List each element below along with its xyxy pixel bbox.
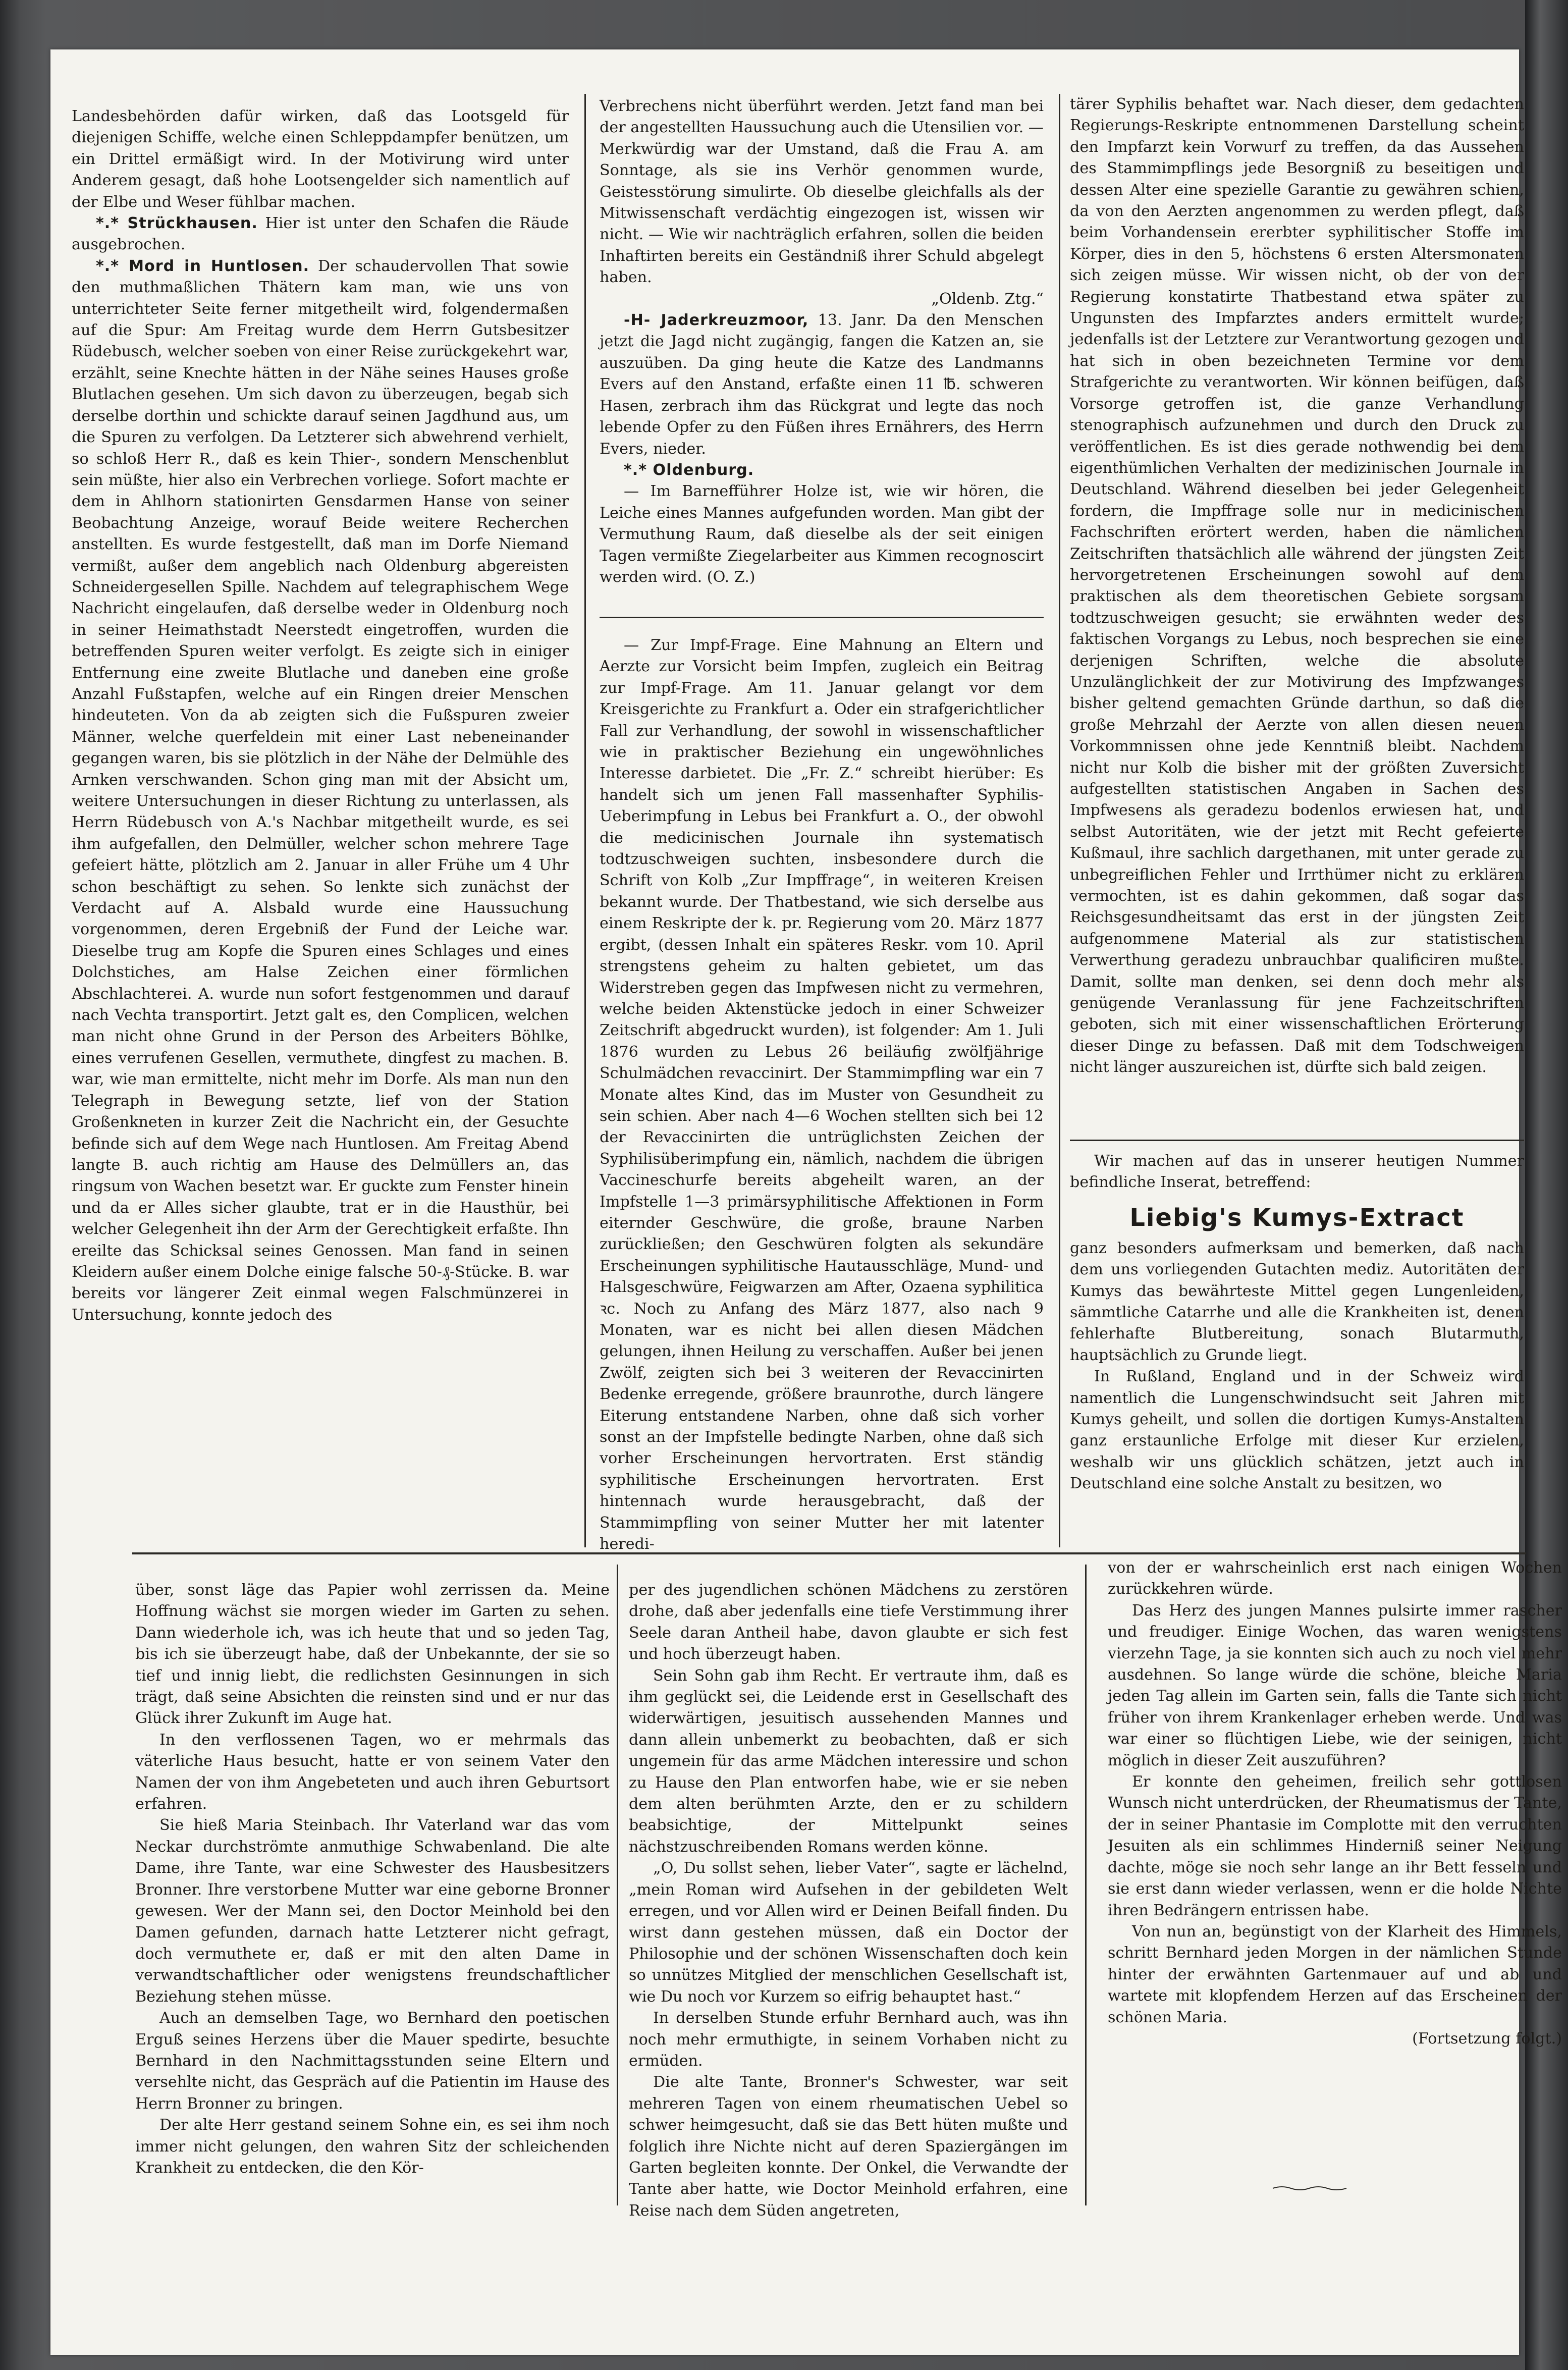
section-rule-col2 <box>600 617 1044 618</box>
article-text: Das Herz des jungen Mannes pulsirte immer rascher und freudiger. Einige Wochen, das waren wenigstens vierzehn Tage, ja sie konnten sich auch zu noch viel mehr ausdehnen. So lange würde die schöne, bleiche Maria jeden Tag allein im Garten sein, falls die Tante sich nicht früher von ihrem Krankenlager erheben werde. Und was war einer so flüchtigen Liebe, wie der seinigen, nicht möglich in dieser Zeit auszuführen? <box>1108 1601 1562 1769</box>
feuilleton-column-1 <box>135 1580 610 2205</box>
paragraph <box>72 256 569 1326</box>
ad-body-2: In Rußland, England und in der Schweiz wird namentlich die Lungenschwindsucht seit Jahren mit Kumys geheilt, und sollen die dortigen Kumys-Anstalten ganz erstaunliche Erfolge mit dieser Kur erzielen, weshalb wir uns glücklich schätzen, jetzt auch in Deutschland eine solche Anstalt zu besitzen, wo <box>1070 1368 1524 1493</box>
paragraph <box>629 2072 1068 2222</box>
paragraph <box>600 460 1044 481</box>
article-text: Die alte Tante, Bronner's Schwester, war seit mehreren Tagen von einem rheumatischen Uebel so schwer heimgesucht, daß sie das Bett hüten mußte und folglich ihre Nichte nicht auf deren Spaziergängen im Garten begleiten konnte. Der Onkel, die Verwandte der Tante aber hatte, wie Doctor Meinhold erfahren, eine Reise nach dem Süden angetreten, <box>629 2073 1068 2220</box>
feuilleton-column-2 <box>629 1580 1068 2220</box>
article-text: Hier ist unter den Schafen die Räude ausgebrochen. <box>72 214 569 254</box>
ad-heading: Liebig's Kumys-Extract <box>1129 1203 1465 1232</box>
column-vaccination-continued <box>1070 94 1524 1123</box>
article-text: „O, Du sollst sehen, lieber Vater“, sagte er lächelnd, „mein Roman wird Aufsehen in der gebildeten Welt erregen, und vor Allen wird er Deinen Beifall finden. Du wirst dann gestehen müssen, daß ein Doctor der Philosophie und der schönen Wissenschaften doch kein so unnützes Mitglied der menschlichen Gesellschaft ist, wie Du noch vor Kurzem so eifrig behauptet hast.“ <box>629 1859 1068 2006</box>
paragraph <box>135 2115 610 2179</box>
feuilleton-column-3 <box>1108 1557 1562 2183</box>
paragraph <box>1108 1557 1562 1600</box>
paragraph <box>629 2008 1068 2072</box>
paragraph <box>72 106 569 213</box>
column-rule-2 <box>1059 94 1060 1547</box>
article-text: Er konnte den geheimen, freilich sehr gottlosen Wunsch nicht unterdrücken, der Rheumatismus der Tante, der in seiner Phantasie im Complotte mit den verruchten Jesuiten als ein schlimmes Hinderniß seiner Neigung dachte, möge sie noch sehr lange an ihr Bett fesseln und sie erst dann wieder verlassen, wenn er die holde Nichte ihren Bedrängern entrissen habe. <box>1108 1773 1562 1919</box>
article-text: Von nun an, begünstigt von der Klarheit des Himmels, schritt Bernhard jeden Morgen in der nämlichen Stunde hinter der erwähnten Gartenmauer auf und ab und wartete mit klopfendem Herzen auf das Erscheinen der schönen Maria. <box>1108 1922 1562 2026</box>
column-local-news <box>72 106 569 1544</box>
article-heading: *.* Oldenburg. <box>624 461 754 479</box>
article-text: tärer Syphilis behaftet war. Nach dieser, dem gedachten Regierungs-Reskripte entnommenen Darstellung scheint den Impfarzt kein Vorwurf zu treffen, da das Aussehen des Stammimpflings jede Besorgniß zu beseitigen und dessen Alter eine spezielle Garantie zu gewähren schien, da von den Aerzten angenommen zu werden pflegt, daß beim Vorhandensein ererbter syphilitischer Stoffe im Körper, dies in den 5, höchstens 6 ersten Altersmonaten sich zeigen müsse. Wir wissen nicht, ob der von der Regierung konstatirte Thatbestand etwa später zu Ungunsten des Impfarztes anders ermittelt wurde; jedenfalls ist der Letztere zur Verantwortung gezogen und hat sich in oben bezeichneten Termine vor dem Strafgerichte zu verantworten. Wir können beifügen, daß Vorsorge getroffen ist, die ganze Verhandlung stenographisch aufzunehmen und durch den Druck zu veröffentlichen. Es ist dies gerade nothwendig bei dem eigenthümlichen Verhalten der medizinischen Journale in Deutschland. Während dieselben bei jeder Gelegenheit fordern, die Impffrage solle nur in medicinischen Fachschriften erörtert werden, haben die nämlichen Zeitschriften thatsächlich alle während der jüngsten Zeit hervorgetretenen Erscheinungen sowohl auf dem praktischen als dem theoretischen Gebiete sorgsam todtzuschweigen gesucht; sie erwähnten weder des faktischen Vorgangs zu Lebus, noch besprechen sie eine derjenigen Schriften, welche die absolute Unzulänglichkeit der zur Motivirung des Impfzwanges bisher geltend gemachten Gründe darthun, so daß die große Mehrzahl der Aerzte von allen diesen neuen Vorkommnissen ohne jede Kenntniß bleibt. Nachdem nicht nur Kolb die bisher mit der größten Zuversicht aufgestellten statistischen Angaben in Sachen des Impfwesens als geradezu bodenlos erwiesen hat, und selbst Autoritäten, wie der jetzt mit Recht gefeierte Kußmaul, ihre sachlich dargethanen, mit unter gerade zu unbegreiflichen Fehler und Irrthümer nicht zu erklären vermochten, ist es dahin gekommen, daß sogar das Reichsgesundheitsamt das erst in der jüngsten Zeit aufgenommene Material als zur statistischen Verwerthung geradezu unbrauchbar qualificiren mußte. Damit, sollte man denken, sei denn doch mehr als genügende Veranlassung für jene Fachzeitschriften geboten, sich mit einer wissenschaftlichen Erörterung dieser Dinge zu befassen. Daß mit dem Todschweigen nicht länger auszureichen ist, dürfte sich bald zeigen. <box>1070 95 1524 1076</box>
advertisement-notice <box>1070 1151 1524 1544</box>
article-heading: -H- Jaderkreuzmoor, <box>624 311 809 330</box>
paragraph <box>1108 1921 1562 2028</box>
ad-intro: Wir machen auf das in unserer heutigen Nummer befindliche Inserat, betreffend: <box>1070 1152 1524 1192</box>
ad-body-1: ganz besonders aufmerksam und bemerken, daß nach dem uns vorliegenden Gutachten mediz. Autoritäten der Kumys das bewährteste Mittel gegen Lungenleiden, sämmtliche Catarrhe und alle die Krankheiten ist, denen fehlerhafte Blutbereitung, sonach Blutarmuth, hauptsächlich zu Grunde liegt. <box>1070 1239 1524 1364</box>
article-heading: *.* Mord in Huntlosen. <box>96 257 310 275</box>
article-text: Der alte Herr gestand seinem Sohne ein, es sei ihm noch immer nicht gelungen, den wahren Sitz der schleichenden Krankheit zu entdecken, die den Kör- <box>135 2116 610 2177</box>
article-text: In derselben Stunde erfuhr Bernhard auch, was ihn noch mehr ermuthigte, in seinem Vorhaben nicht zu ermüden. <box>629 2009 1068 2070</box>
column-rule-1 <box>584 94 586 1547</box>
article-text: über, sonst läge das Papier wohl zerrissen da. Meine Hoffnung wächst sie morgen wieder im Garten zu sehen. Dann wiederhole ich, was ich heute that und so jeden Tag, bis ich sie überzeugt habe, daß der Unbekannte, der sie so tief und innig liebt, die redlichsten Gesinnungen in sich trägt, daß seine Absichten die reinsten sind und er nur das Glück ihrer Zukunft im Auge hat. <box>135 1581 610 1728</box>
article-text: 13. Janr. Da den Menschen jetzt die Jagd nicht zugängig, fangen die Katzen an, sie auszuüben. Da ging heute die Katze des Landmanns Evers auf den Anstand, erfaßte einen 11 ℔. schweren Hasen, zerbrach ihm das Rückgrat und legte das noch lebende Opfer zu den Füßen ihres Ernährers, des Herrn Evers, nieder. <box>600 311 1044 458</box>
paragraph <box>600 481 1044 588</box>
paragraph <box>135 1580 610 1730</box>
feuilleton-rule-1 <box>617 1565 618 2205</box>
paragraph <box>135 1815 610 2008</box>
article-text: — Im Barnefführer Holze ist, wie wir hören, die Leiche eines Mannes aufgefunden worden. Man gibt der Vermuthung Raum, daß dieselbe als der seit einigen Tagen vermißte Ziegelarbeiter aus Kimmen recognoscirt werden wird. (O. Z.) <box>600 482 1044 586</box>
paragraph <box>1108 2028 1562 2050</box>
article-text: Der schaudervollen That sowie den muthmaßlichen Thätern kam man, wie uns von unterrichteter Seite ferner mitgetheilt wird, folgendermaßen auf die Spur: Am Freitag wurde dem Herrn Gutsbesitzer Rüdebusch, welcher soeben von einer Reise zurückgekehrt war, erzählt, seine Knechte hätten in der Nähe seines Hauses große Blutlachen gesehen. Um sich davon zu überzeugen, begab sich derselbe dorthin und schickte darauf seinen Jagdhund aus, um die Spuren zu verfolgen. Da Letzterer sich abwehrend verhielt, so schloß Herr R., daß es kein Thier-, sondern Menschenblut sein müßte, hier also ein Verbrechen vorliege. Sofort machte er dem in Ahlhorn stationirten Gensdarmen Hanse von seiner Beobachtung Anzeige, worauf Beide weitere Recherchen anstellten. Es wurde festgestellt, daß man im Dorfe Niemand vermißt, außer dem angeblich nach Oldenburg abgereisten Schneidergesellen Spille. Nachdem auf telegraphischem Wege Nachricht eingelaufen, daß derselbe weder in Oldenburg noch in seiner Heimathstadt Neerstedt eingetroffen, wurden die betreffenden Spuren weiter verfolgt. Es zeigte sich in einiger Entfernung eine zweite Blutlache und daneben eine große Anzahl Fußstapfen, welche auf ein Ringen dreier Menschen hindeuteten. Von da ab zeigten sich die Fußspuren zweier Männer, welche querfeldein mit einer Last nebeneinander gegangen waren, bis sie plötzlich in der Nähe der Delmühle des Arnken verschwanden. Schon ging man mit der Absicht um, weitere Untersuchungen in dieser Richtung zu unterlassen, als Herrn Rüdebusch von A.'s Nachbar mitgetheilt wurde, es sei ihm aufgefallen, den Delmüller, welcher schon mehrere Tage gefeiert hätte, plötzlich am 2. Januar in aller Frühe um 4 Uhr schon beschäftigt zu sehen. So lenkte sich zunächst der Verdacht auf A. Alsbald wurde eine Haussuchung vorgenommen, deren Ergebniß der Fund der Leiche war. Dieselbe trug am Kopfe die Spuren eines Schlages und eines Dolchstiches, am Halse Zeichen einer förmlichen Abschlachterei. A. wurde nun sofort festgenommen und darauf nach Vechta transportirt. Jetzt galt es, den Complicen, welchen man nicht ohne Grund in der Person des Arbeiters Böhlke, eines verrufenen Gesellen, vermuthete, dingfest zu machen. B. war, wie man ermittelte, nicht mehr im Dorfe. Als man nun den Telegraph in Bewegung setzte, lief von der Station Großenkneten in kurzer Zeit die Nachricht ein, der Gesuchte befinde sich auf dem Wege nach Huntlosen. Am Freitag Abend langte B. auch richtig am Hause des Delmüllers an, das ringsum von Wachen besetzt war. Er guckte zum Fenster hinein und da er Alles sicher glaubte, trat er in die Hausthür, bei welcher Gelegenheit ihn der Arm der Gerechtigkeit erfaßte. Ihn ereilte das Schicksal seines Genossen. Man fand in seinen Kleidern außer einem Dolche einige falsche 50-₰-Stücke. B. war bereits vor längerer Zeit einmal wegen Falschmünzerei in Untersuchung, konnte jedoch des <box>72 257 569 1324</box>
article-text: Landesbehörden dafür wirken, daß das Lootsgeld für diejenigen Schiffe, welche einen Schleppdampfer benützen, um ein Drittel ermäßigt wird. In der Motivirung wird unter Anderem gesagt, daß hohe Lootsengelder sich namentlich auf der Elbe und Weser fühlbar machen. <box>72 107 569 211</box>
article-heading: *.* Strückhausen. <box>96 214 258 233</box>
article-text: Verbrechens nicht überführt werden. Jetzt fand man bei der angestellten Haussuchung auch die Utensilien vor. — Merkwürdig war der Umstand, daß die Frau A. am Sonntage, als sie ins Verhör genommen wurde, Geistesstörung simulirte. Ob dieselbe gleichfalls als der Mitwissenschaft verdächtig eingezogen ist, wissen wir nicht. — Wie wir nachträglich erfahren, sollen die beiden Inhaftirten bereits ein Geständniß ihrer Schuld abgelegt haben. <box>600 97 1044 287</box>
article-text: von der er wahrscheinlich erst nach einigen Wochen zurückkehren würde. <box>1108 1559 1562 1598</box>
paragraph <box>1108 1600 1562 1771</box>
paragraph <box>600 96 1044 289</box>
article-text: Auch an demselben Tage, wo Bernhard den poetischen Erguß seines Herzens über die Mauer spedirte, besuchte Bernhard in den Nachmittagsstunden seine Eltern und versehlte nicht, das Gespräch auf die Patientin im Hause des Herrn Bronner zu bringen. <box>135 2009 610 2113</box>
feuilleton-rule-2 <box>1085 1565 1087 2205</box>
paragraph <box>72 213 569 256</box>
article-text: per des jugendlichen schönen Mädchens zu zerstören drohe, daß aber jedenfalls eine tiefe Verstimmung ihrer Seele daran Antheil habe, davon glaubte er sich fest und hoch überzeugt haben. <box>629 1581 1068 1663</box>
end-ornament <box>1272 2185 1347 2191</box>
article-text: Sie hieß Maria Steinbach. Ihr Vaterland war das vom Neckar durchströmte anmuthige Schwabenland. Die alte Dame, ihre Tante, war eine Schwester des Hausbesitzers Bronner. Ihre verstorbene Mutter war eine geborne Bronner gewesen. Wer der Mann sei, den Doctor Meinhold bei den Damen gefunden, darnach hatte Letzterer nicht gefragt, doch vermuthete er, daß er mit den alten Dame in verwandtschaftlicher oder wenigstens freundschaftlicher Beziehung stehen müsse. <box>135 1816 610 2006</box>
article-text: — Zur Impf-Frage. Eine Mahnung an Eltern und Aerzte zur Vorsicht beim Impfen, zugleich ein Beitrag zur Impf-Frage. Am 11. Januar gelangt vor dem Kreisgerichte zu Frankfurt a. Oder ein strafgerichtlicher Fall zur Verhandlung, der sowohl in wissenschaftlicher wie in praktischer Beziehung ein ungewöhnliches Interesse darbietet. Die „Fr. Z.“ schreibt hierüber: Es handelt sich um jenen Fall massenhafter Syphilis-Ueberimpfung in Lebus bei Frankfurt a. O., der obwohl die medicinischen Journale ihn systematisch todtzuschweigen suchten, insbesondere durch die Schrift von Kolb „Zur Impffrage“, in weiteren Kreisen bekannt wurde. Der Thatbestand, wie sich derselbe aus einem Reskripte der k. pr. Regierung vom 20. März 1877 ergibt, (dessen Inhalt ein späteres Reskr. vom 10. April strengstens geheim zu halten gebietet, um das Widerstreben gegen das Impfwesen nicht zu vermehren, welche beiden Aktenstücke jedoch in einer Schweizer Zeitschrift abgedruckt wurden), ist folgender: Am 1. Juli 1876 wurden zu Lebus 26 beiläufig zwölfjährige Schulmädchen revaccinirt. Der Stammimpfling war ein 7 Monate altes Kind, das im Muster von Gesundheit zu sein schien. Aber nach 4—6 Wochen stellten sich bei 12 der Revaccinirten die untrüglichsten Zeichen der Syphilisüberimpfung ein, nämlich, nachdem die übrigen Vaccineschurfe bereits abgeheilt waren, an der Impfstelle 1—3 primärsyphilitische Affektionen in Form eiternder Geschwüre, die große, braune Narben zurückließen; den Geschwüren folgten als sekundäre Erscheinungen syphilitische Hautausschläge, Mund- und Halsgeschwüre, Feigwarzen am After, Ozaena syphilitica ꝛc. Noch zu Anfang des März 1877, also nach 9 Monaten, war es nicht bei allen diesen Mädchen gelungen, ihnen Heilung zu verschaffen. Außer bei jenen Zwölf, zeigten sich bei 3 weiteren der Revaccinirten Bedenke erregende, größere braunrothe, durch längere Eiterung entstandene Narben, ohne daß sich vorher sonst an der Impfstelle bedingte Narben, ohne daß sich vorher Erscheinungen hervortraten. Erst ständig syphilitische Erscheinungen hervortraten. Erst hintennach wurde herausgebracht, daß der Stammimpfling von seiner Mutter her mit latenter heredi- <box>600 636 1044 1553</box>
article-text: (Fortsetzung folgt.) <box>1412 2029 1562 2048</box>
paragraph <box>600 310 1044 460</box>
paragraph <box>1070 94 1524 1079</box>
column-vaccination-article <box>600 635 1044 1553</box>
paragraph <box>135 2008 610 2115</box>
article-text: In den verflossenen Tagen, wo er mehrmals das väterliche Haus besucht, hatte er von seinem Vater den Namen der von ihm Angebeteten und auch ihren Geburtsort erfahren. <box>135 1731 610 1813</box>
paragraph <box>629 1665 1068 1858</box>
article-text: „Oldenb. Ztg.“ <box>931 290 1044 308</box>
paragraph <box>135 1730 610 1815</box>
column-local-news-continued <box>600 96 1044 607</box>
paragraph <box>629 1580 1068 1665</box>
paragraph <box>600 289 1044 310</box>
paragraph <box>600 635 1044 1555</box>
paragraph <box>629 1858 1068 2008</box>
article-text: Sein Sohn gab ihm Recht. Er vertraute ihm, daß es ihm geglückt sei, die Leidende erst in Gesellschaft des widerwärtigen, jesuitisch aussehenden Mannes und dann allein unbemerkt zu beobachten, daß er sich ungemein für das arme Mädchen interessire und schon zu Hause den Plan entworfen habe, wie er sie neben dem alten berühmten Arzte, den er zu schildern beabsichtige, der Mittelpunkt seines nächstzuschreibenden Romans werden könne. <box>629 1666 1068 1856</box>
paragraph <box>1108 1771 1562 1921</box>
section-rule-col3 <box>1070 1140 1524 1141</box>
